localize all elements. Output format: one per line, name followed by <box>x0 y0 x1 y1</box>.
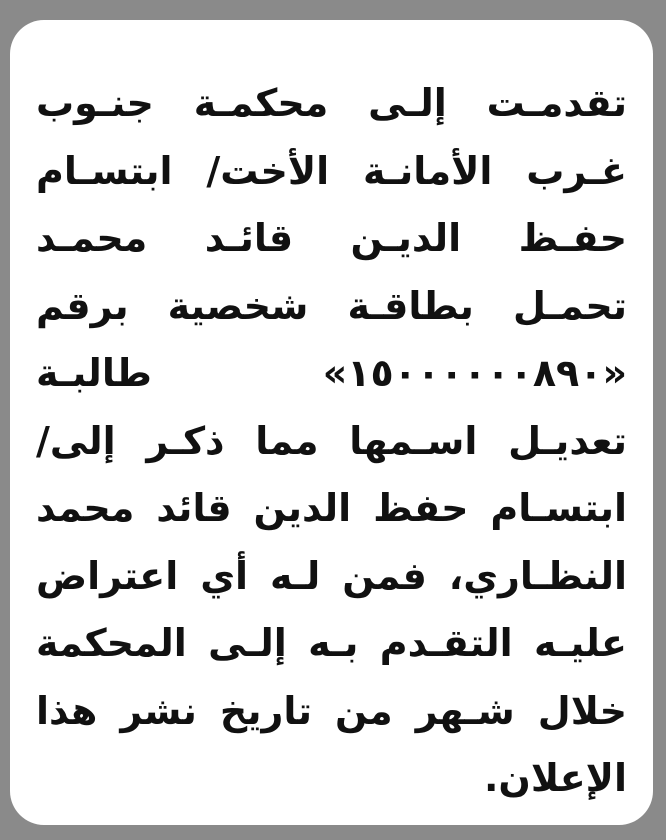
notice-line-4: تحمـل بطاقـة شخصية برقم <box>36 283 627 328</box>
notice-line-6: تعديـل اسـمها مما ذكـر إلى/ <box>36 418 627 463</box>
notice-line-8: النظـاري، فمن لـه أي اعتراض <box>36 553 627 598</box>
notice-line-1: تقدمـت إلـى محكمـة جنـوب <box>36 81 627 125</box>
notice-line-10: خلال شـهر من تاريخ نشر هذا <box>36 688 627 733</box>
notice-line-3: حفـظ الديـن قائـد محمـد <box>36 216 627 260</box>
notice-line-2: غـرب الأمانـة الأخت/ ابتسـام <box>36 148 627 193</box>
notice-line-5: «١٥٠٠٠٠٠٠٨٩٠» طالبـة <box>36 351 627 395</box>
notice-line-7: ابتسـام حفظ الدين قائد محمد <box>36 486 627 530</box>
notice-line-9: عليـه التقـدم بـه إلـى المحكمة <box>36 621 627 665</box>
notice-card <box>10 20 653 825</box>
notice-line-11: الإعلان. <box>483 756 627 800</box>
